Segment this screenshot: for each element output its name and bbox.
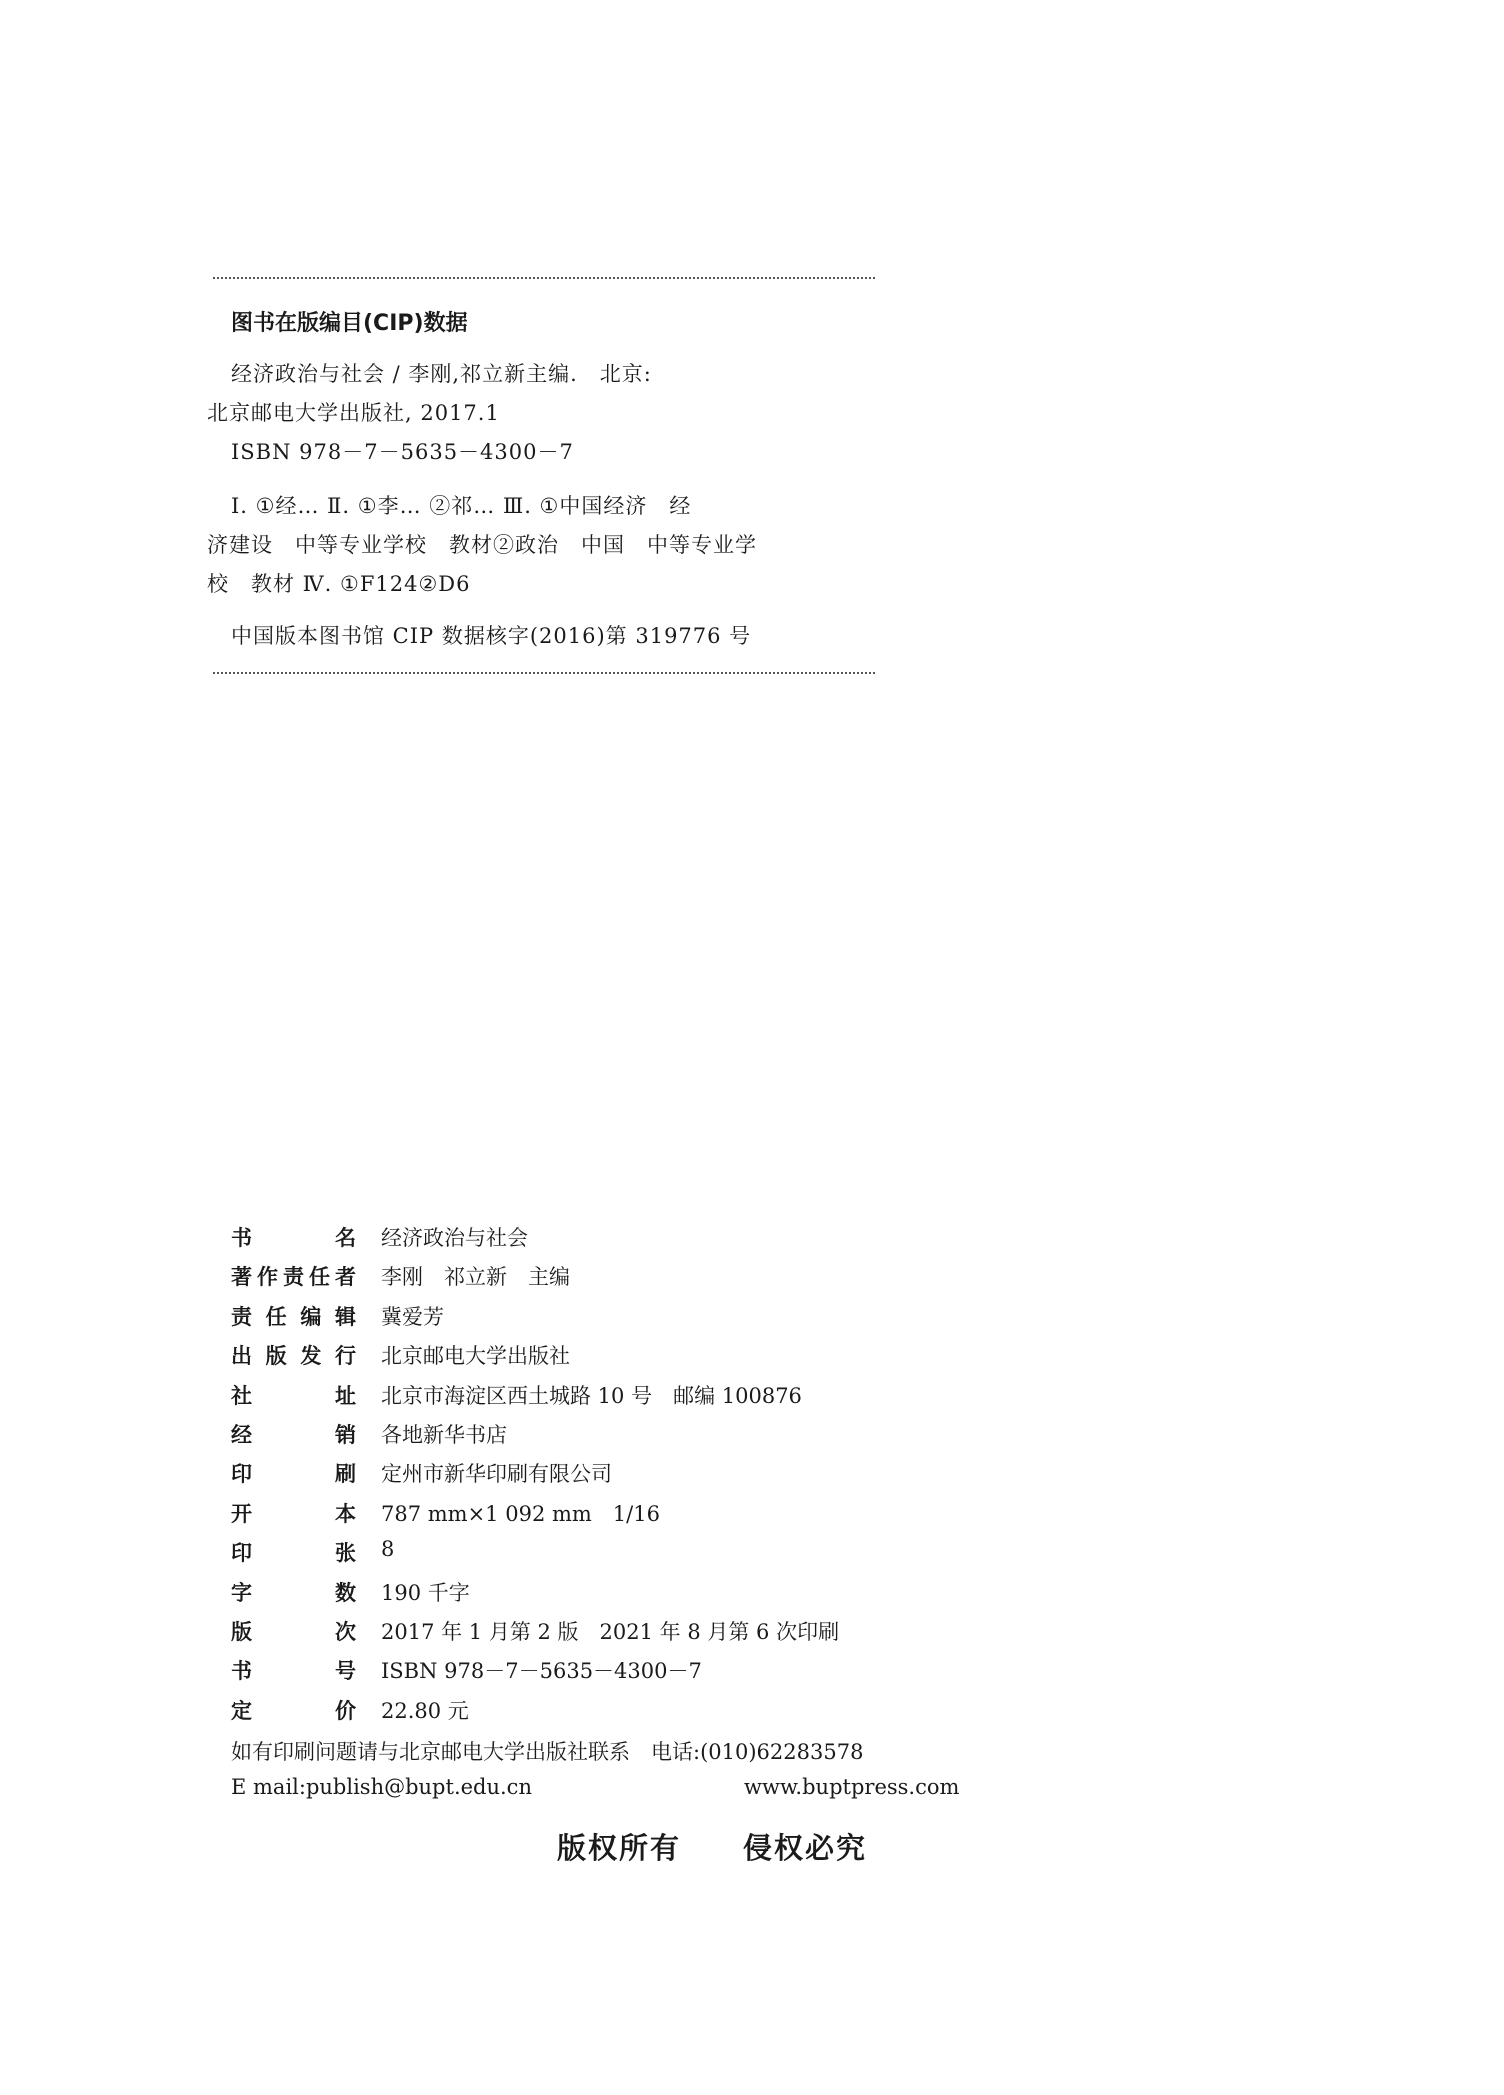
pub-row-label-char: 址 [335,1384,356,1408]
cip-line-1: 经济政治与社会 / 李刚,祁立新主编. 北京: [231,362,652,386]
pub-row-label [231,1498,356,1528]
pub-row-value: 冀爱芳 [381,1305,444,1329]
pub-row-label [231,1380,356,1410]
pub-row-label-char: 号 [335,1659,356,1683]
pub-row-label-char: 印 [231,1541,252,1565]
pub-row-label-char: 经 [231,1423,252,1447]
cip-title: 图书在版编目(CIP)数据 [231,311,468,336]
pub-row-label-char: 辑 [334,1305,356,1329]
pub-row-label-char: 责 [231,1305,252,1329]
pub-row-label-char: 名 [335,1226,356,1250]
pub-row-label-char: 者 [335,1265,356,1289]
pub-row-label-char: 任 [309,1265,330,1289]
pub-row-label-char: 开 [231,1502,252,1526]
contact-email: E mail:publish@bupt.edu.cn [231,1775,532,1799]
pub-row-label-char: 价 [335,1699,356,1723]
pub-row-value: 190 千字 [381,1581,470,1605]
pub-row-label [231,1340,356,1370]
pub-row-label-char: 张 [335,1541,356,1565]
pub-row-value: 北京市海淀区西土城路 10 号 邮编 100876 [381,1384,802,1408]
contact-website: www.buptpress.com [744,1775,960,1799]
bottom-dotted-divider [213,672,875,674]
cip-line-5: 济建设 中等专业学校 教材②政治 中国 中等专业学 [207,533,757,557]
cip-line-2: 北京邮电大学出版社, 2017.1 [207,401,500,425]
top-dotted-divider [213,277,875,279]
pub-row-value: 2017 年 1 月第 2 版 2021 年 8 月第 6 次印刷 [381,1620,840,1644]
pub-row-value: 22.80 元 [381,1699,469,1723]
cip-line-4: Ⅰ. ①经… Ⅱ. ①李… ②祁… Ⅲ. ①中国经济 经 [231,494,692,518]
pub-row-label-char: 书 [231,1659,252,1683]
pub-row-label-char: 发 [300,1344,322,1368]
pub-row-label-char: 作 [257,1265,278,1289]
pub-row-label-char: 刷 [335,1462,356,1486]
pub-row-label-char: 任 [265,1305,287,1329]
pub-row-label-char: 本 [335,1502,356,1526]
pub-row-value: 8 [381,1537,395,1561]
pub-row-label-char: 责 [283,1265,304,1289]
pub-row-label-char: 出 [231,1344,252,1368]
pub-row-label-char: 书 [231,1226,252,1250]
pub-row-value: 定州市新华印刷有限公司 [381,1462,612,1486]
cip-line-7: 中国版本图书馆 CIP 数据核字(2016)第 319776 号 [231,624,752,648]
pub-row-label [231,1537,356,1567]
pub-row-label-char: 行 [334,1344,356,1368]
pub-row-label [231,1616,356,1646]
pub-row-value: 李刚 祁立新 主编 [381,1265,570,1289]
pub-row-label [231,1301,356,1331]
pub-row-label-char: 著 [231,1265,252,1289]
pub-row-label [231,1655,356,1685]
pub-row-value: 北京邮电大学出版社 [381,1344,570,1368]
pub-row-value: 经济政治与社会 [381,1226,528,1250]
pub-row-label-char: 次 [335,1620,356,1644]
pub-row-label-char: 版 [265,1344,287,1368]
copyright-notice: 版权所有 侵权必究 [557,1831,868,1865]
cip-line-6: 校 教材 Ⅳ. ①F124②D6 [207,572,471,596]
pub-row-label-char: 销 [335,1423,356,1447]
pub-row-label-char: 字 [231,1581,252,1605]
pub-row-label-char: 社 [231,1384,252,1408]
pub-row-label [231,1261,356,1291]
pub-row-label [231,1222,356,1252]
pub-row-label [231,1695,356,1725]
pub-row-label [231,1458,356,1488]
pub-row-label-char: 印 [231,1462,252,1486]
pub-row-label [231,1419,356,1449]
pub-row-label-char: 定 [231,1699,252,1723]
pub-row-label-char: 版 [231,1620,252,1644]
pub-row-label [231,1577,356,1607]
pub-row-value: 787 mm×1 092 mm 1/16 [381,1502,660,1526]
pub-row-label-char: 编 [300,1305,322,1329]
cip-line-3: ISBN 978－7－5635－4300－7 [231,440,574,464]
contact-phone-line: 如有印刷问题请与北京邮电大学出版社联系 电话:(010)62283578 [231,1740,864,1764]
pub-row-label-char: 数 [335,1581,356,1605]
pub-row-value: ISBN 978－7－5635－4300－7 [381,1659,702,1683]
pub-row-value: 各地新华书店 [381,1423,507,1447]
